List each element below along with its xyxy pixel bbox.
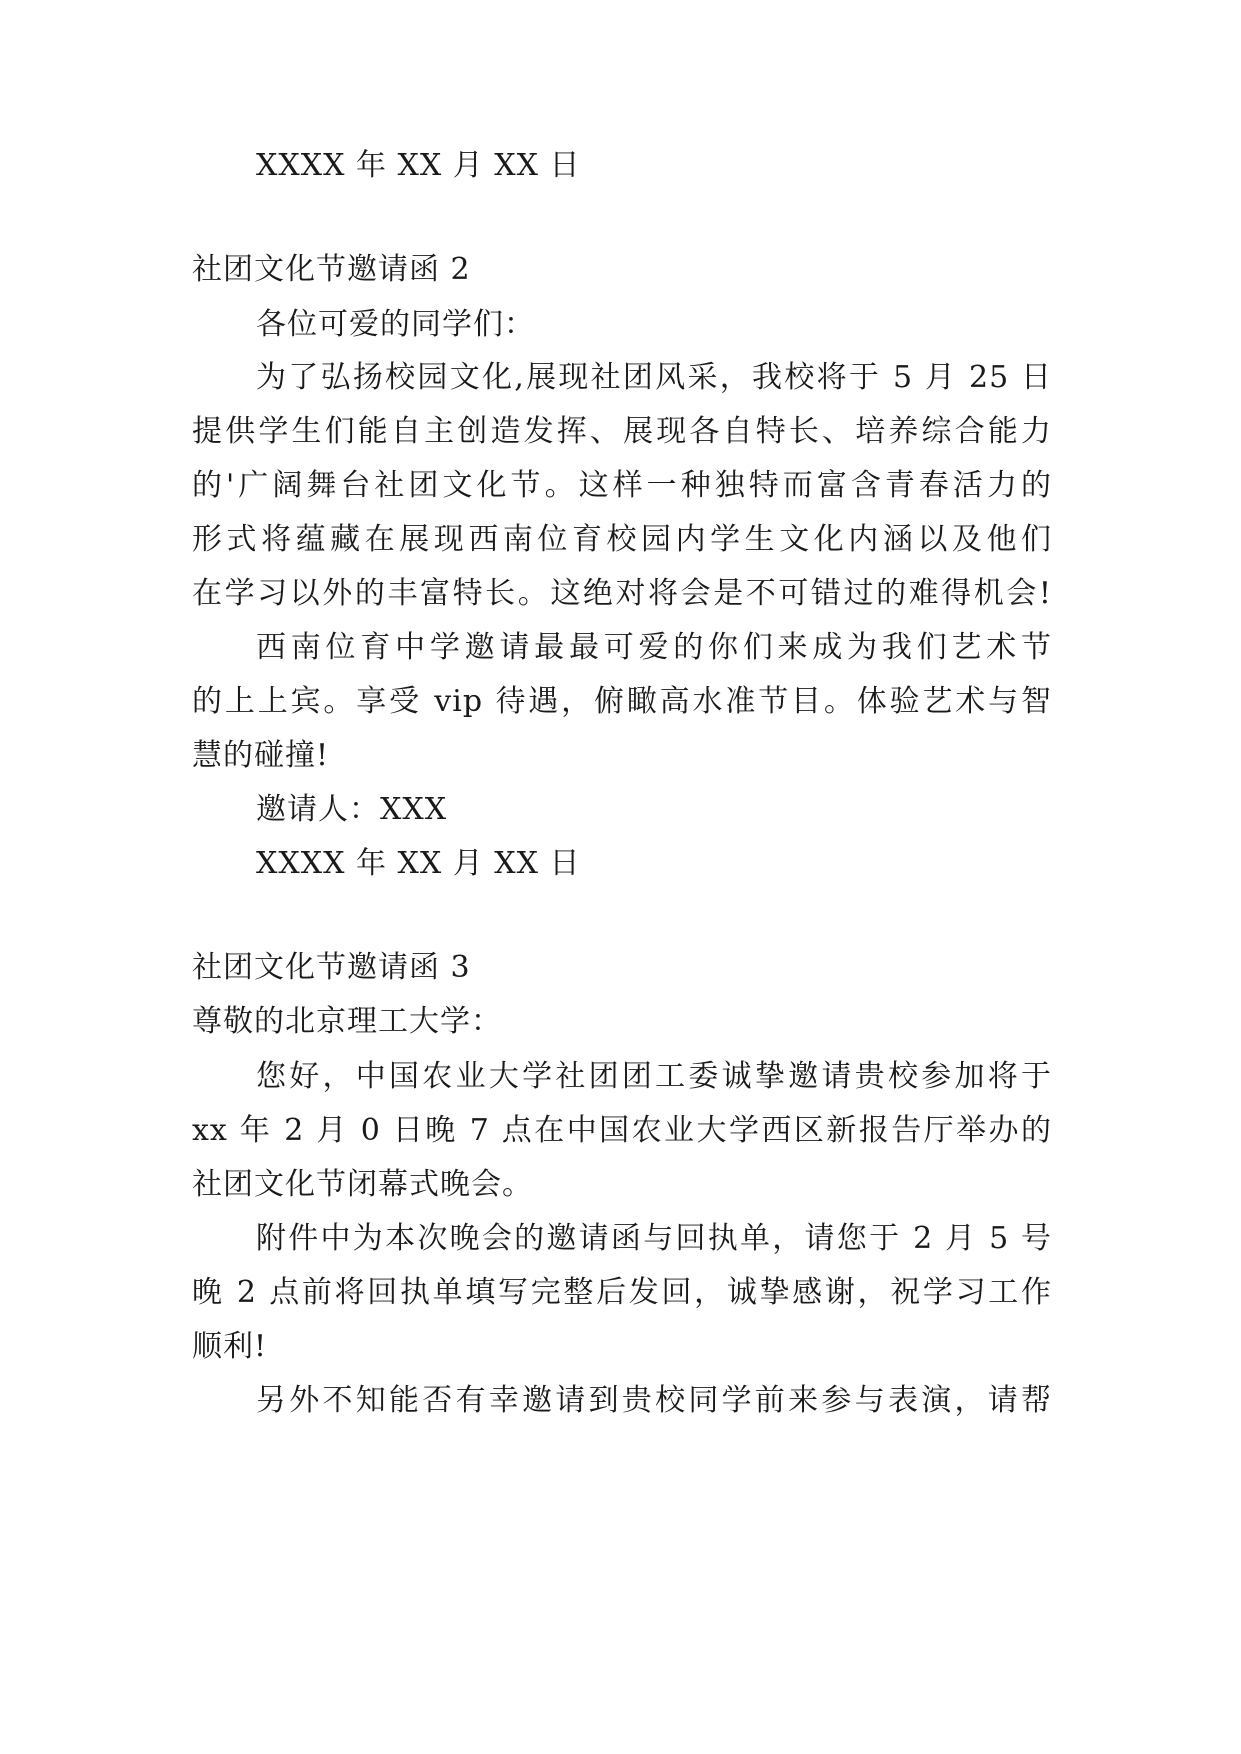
letter2-para1-line: 的'广阔舞台社团文化节。这样一种独特而富含青春活力的 (192, 468, 1052, 503)
letter2-para2-line: 慧的碰撞! (192, 738, 330, 773)
letter2-para1-line: 提供学生们能自主创造发挥、展现各自特长、培养综合能力 (192, 414, 1052, 449)
letter3-greeting: 尊敬的北京理工大学： (192, 1004, 502, 1039)
letter3-para2-line: 顺利! (192, 1329, 268, 1364)
letter3-para1-line: 社团文化节闭幕式晚会。 (192, 1167, 533, 1202)
letter3-para1-line: 您好，中国农业大学社团团工委诚挚邀请贵校参加将于 (256, 1059, 1052, 1094)
letter2-greeting: 各位可爱的同学们： (256, 307, 535, 342)
letter3-para1-line: xx 年 2 月 0 日晚 7 点在中国农业大学西区新报告厅举办的 (192, 1113, 1052, 1148)
letter2-date: XXXX 年 XX 月 XX 日 (256, 846, 581, 881)
letter1-date: XXXX 年 XX 月 XX 日 (256, 148, 581, 183)
letter2-title: 社团文化节邀请函 2 (192, 252, 471, 287)
letter2-para1-line: 在学习以外的丰富特长。这绝对将会是不可错过的难得机会! (192, 576, 1052, 611)
letter2-para2-line: 的上上宾。享受 vip 待遇，俯瞰高水准节目。体验艺术与智 (192, 684, 1052, 719)
letter2-para1-line: 为了弘扬校园文化,展现社团风采，我校将于 5 月 25 日 (256, 360, 1052, 395)
letter3-para2-line: 晚 2 点前将回执单填写完整后发回，诚挚感谢，祝学习工作 (192, 1275, 1052, 1310)
letter2-inviter: 邀请人：XXX (256, 792, 448, 827)
letter3-title: 社团文化节邀请函 3 (192, 950, 471, 985)
letter3-para2-line: 附件中为本次晚会的邀请函与回执单，请您于 2 月 5 号 (256, 1221, 1052, 1256)
letter2-para2-line: 西南位育中学邀请最最可爱的你们来成为我们艺术节 (256, 630, 1052, 665)
letter3-para3-line: 另外不知能否有幸邀请到贵校同学前来参与表演，请帮 (256, 1383, 1052, 1418)
letter2-para1-line: 形式将蕴藏在展现西南位育校园内学生文化内涵以及他们 (192, 522, 1052, 557)
